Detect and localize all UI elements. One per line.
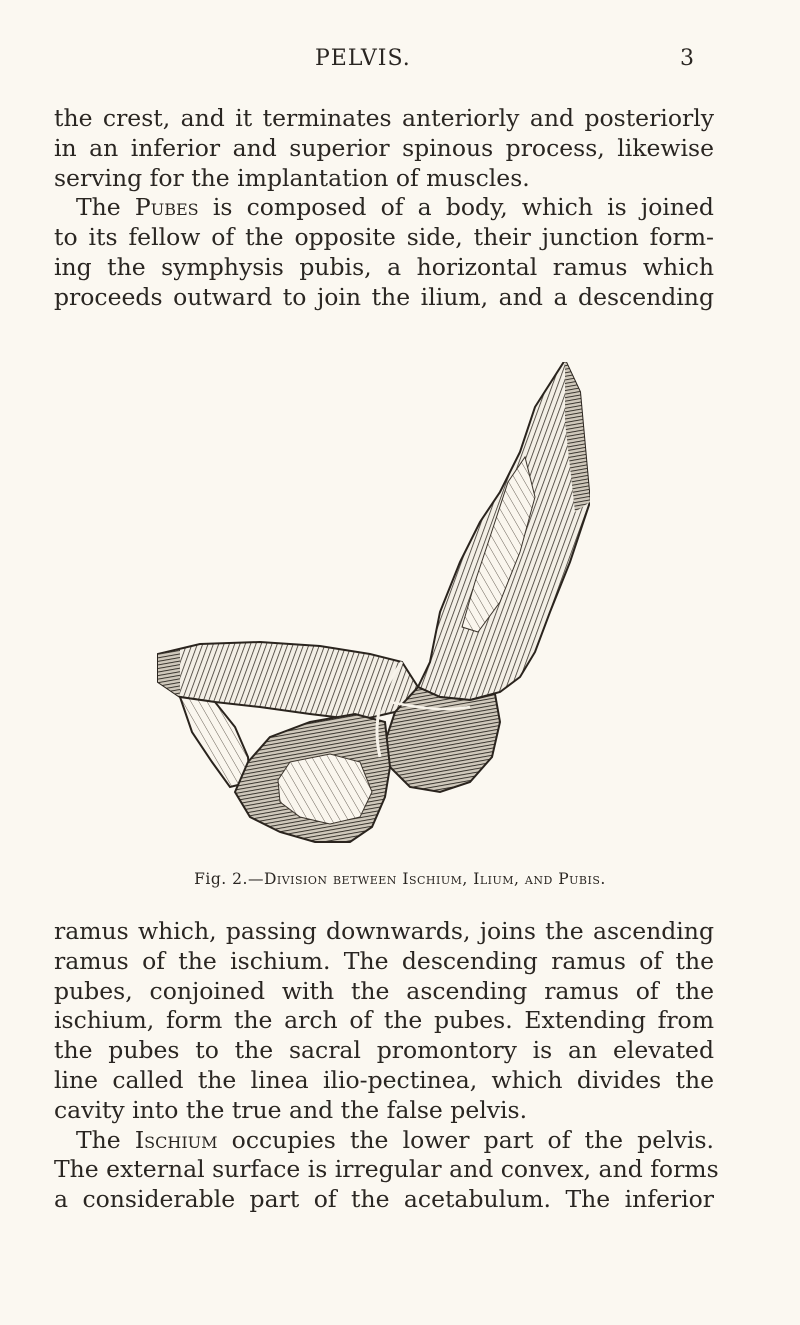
text-line: cavity into the true and the false pelvis. xyxy=(54,1095,528,1124)
text-line: pubes, conjoined with the ascending ramus of the xyxy=(54,976,714,1005)
text-line: The external surface is irregular and convex, and forms xyxy=(54,1155,719,1184)
text-line: proceeds outward to join the ilium, and a descending xyxy=(54,282,714,311)
text-line: to its fellow of the opposite side, their junction form- xyxy=(54,223,714,252)
paragraph-lead: The xyxy=(76,1125,121,1154)
text-line: line called the linea ilio-pectinea, which divides the xyxy=(54,1065,714,1094)
line-rest: is composed of a body, which is joined xyxy=(212,193,714,222)
text-line: the crest, and it terminates anteriorly and posteriorly xyxy=(54,104,714,132)
text-line: in an inferior and superior spinous process, likewise xyxy=(54,133,714,162)
paragraph-ilium-crest xyxy=(54,104,714,193)
term-ischium: Ischium xyxy=(134,1125,218,1154)
figure-caption-text: —Division between Ischium, Ilium, and Pubis. xyxy=(247,870,606,888)
pelvis-bone-illustration xyxy=(140,362,590,862)
text-line: ing the symphysis pubis, a horizontal ramus which xyxy=(54,252,714,281)
text-line xyxy=(54,1126,714,1156)
paragraph-pubes xyxy=(54,193,714,312)
figure-label: Fig. 2. xyxy=(194,870,248,888)
text-line: the pubes to the sacral promontory is an elevated xyxy=(54,1036,714,1065)
paragraph-ischium xyxy=(54,1125,719,1215)
text-line xyxy=(54,193,714,223)
term-pubes: Pubes xyxy=(134,193,199,222)
running-head xyxy=(0,38,800,78)
paragraph-descending-ramus xyxy=(54,917,714,1126)
running-head-title: PELVIS. xyxy=(315,46,411,71)
text-line: a considerable part of the acetabulum. The inferior xyxy=(54,1185,714,1214)
text-line: ischium, form the arch of the pubes. Extending from xyxy=(54,1006,714,1035)
figure-caption xyxy=(0,870,800,888)
line-rest: occupies the lower part of the pelvis. xyxy=(231,1125,714,1154)
paragraph-lead: The xyxy=(76,193,121,222)
text-line: ramus of the ischium. The descending ramus of the xyxy=(54,946,714,975)
page-number: 3 xyxy=(680,46,695,71)
text-line: ramus which, passing downwards, joins the ascending xyxy=(54,917,714,945)
text-line: serving for the implantation of muscles. xyxy=(54,163,530,192)
